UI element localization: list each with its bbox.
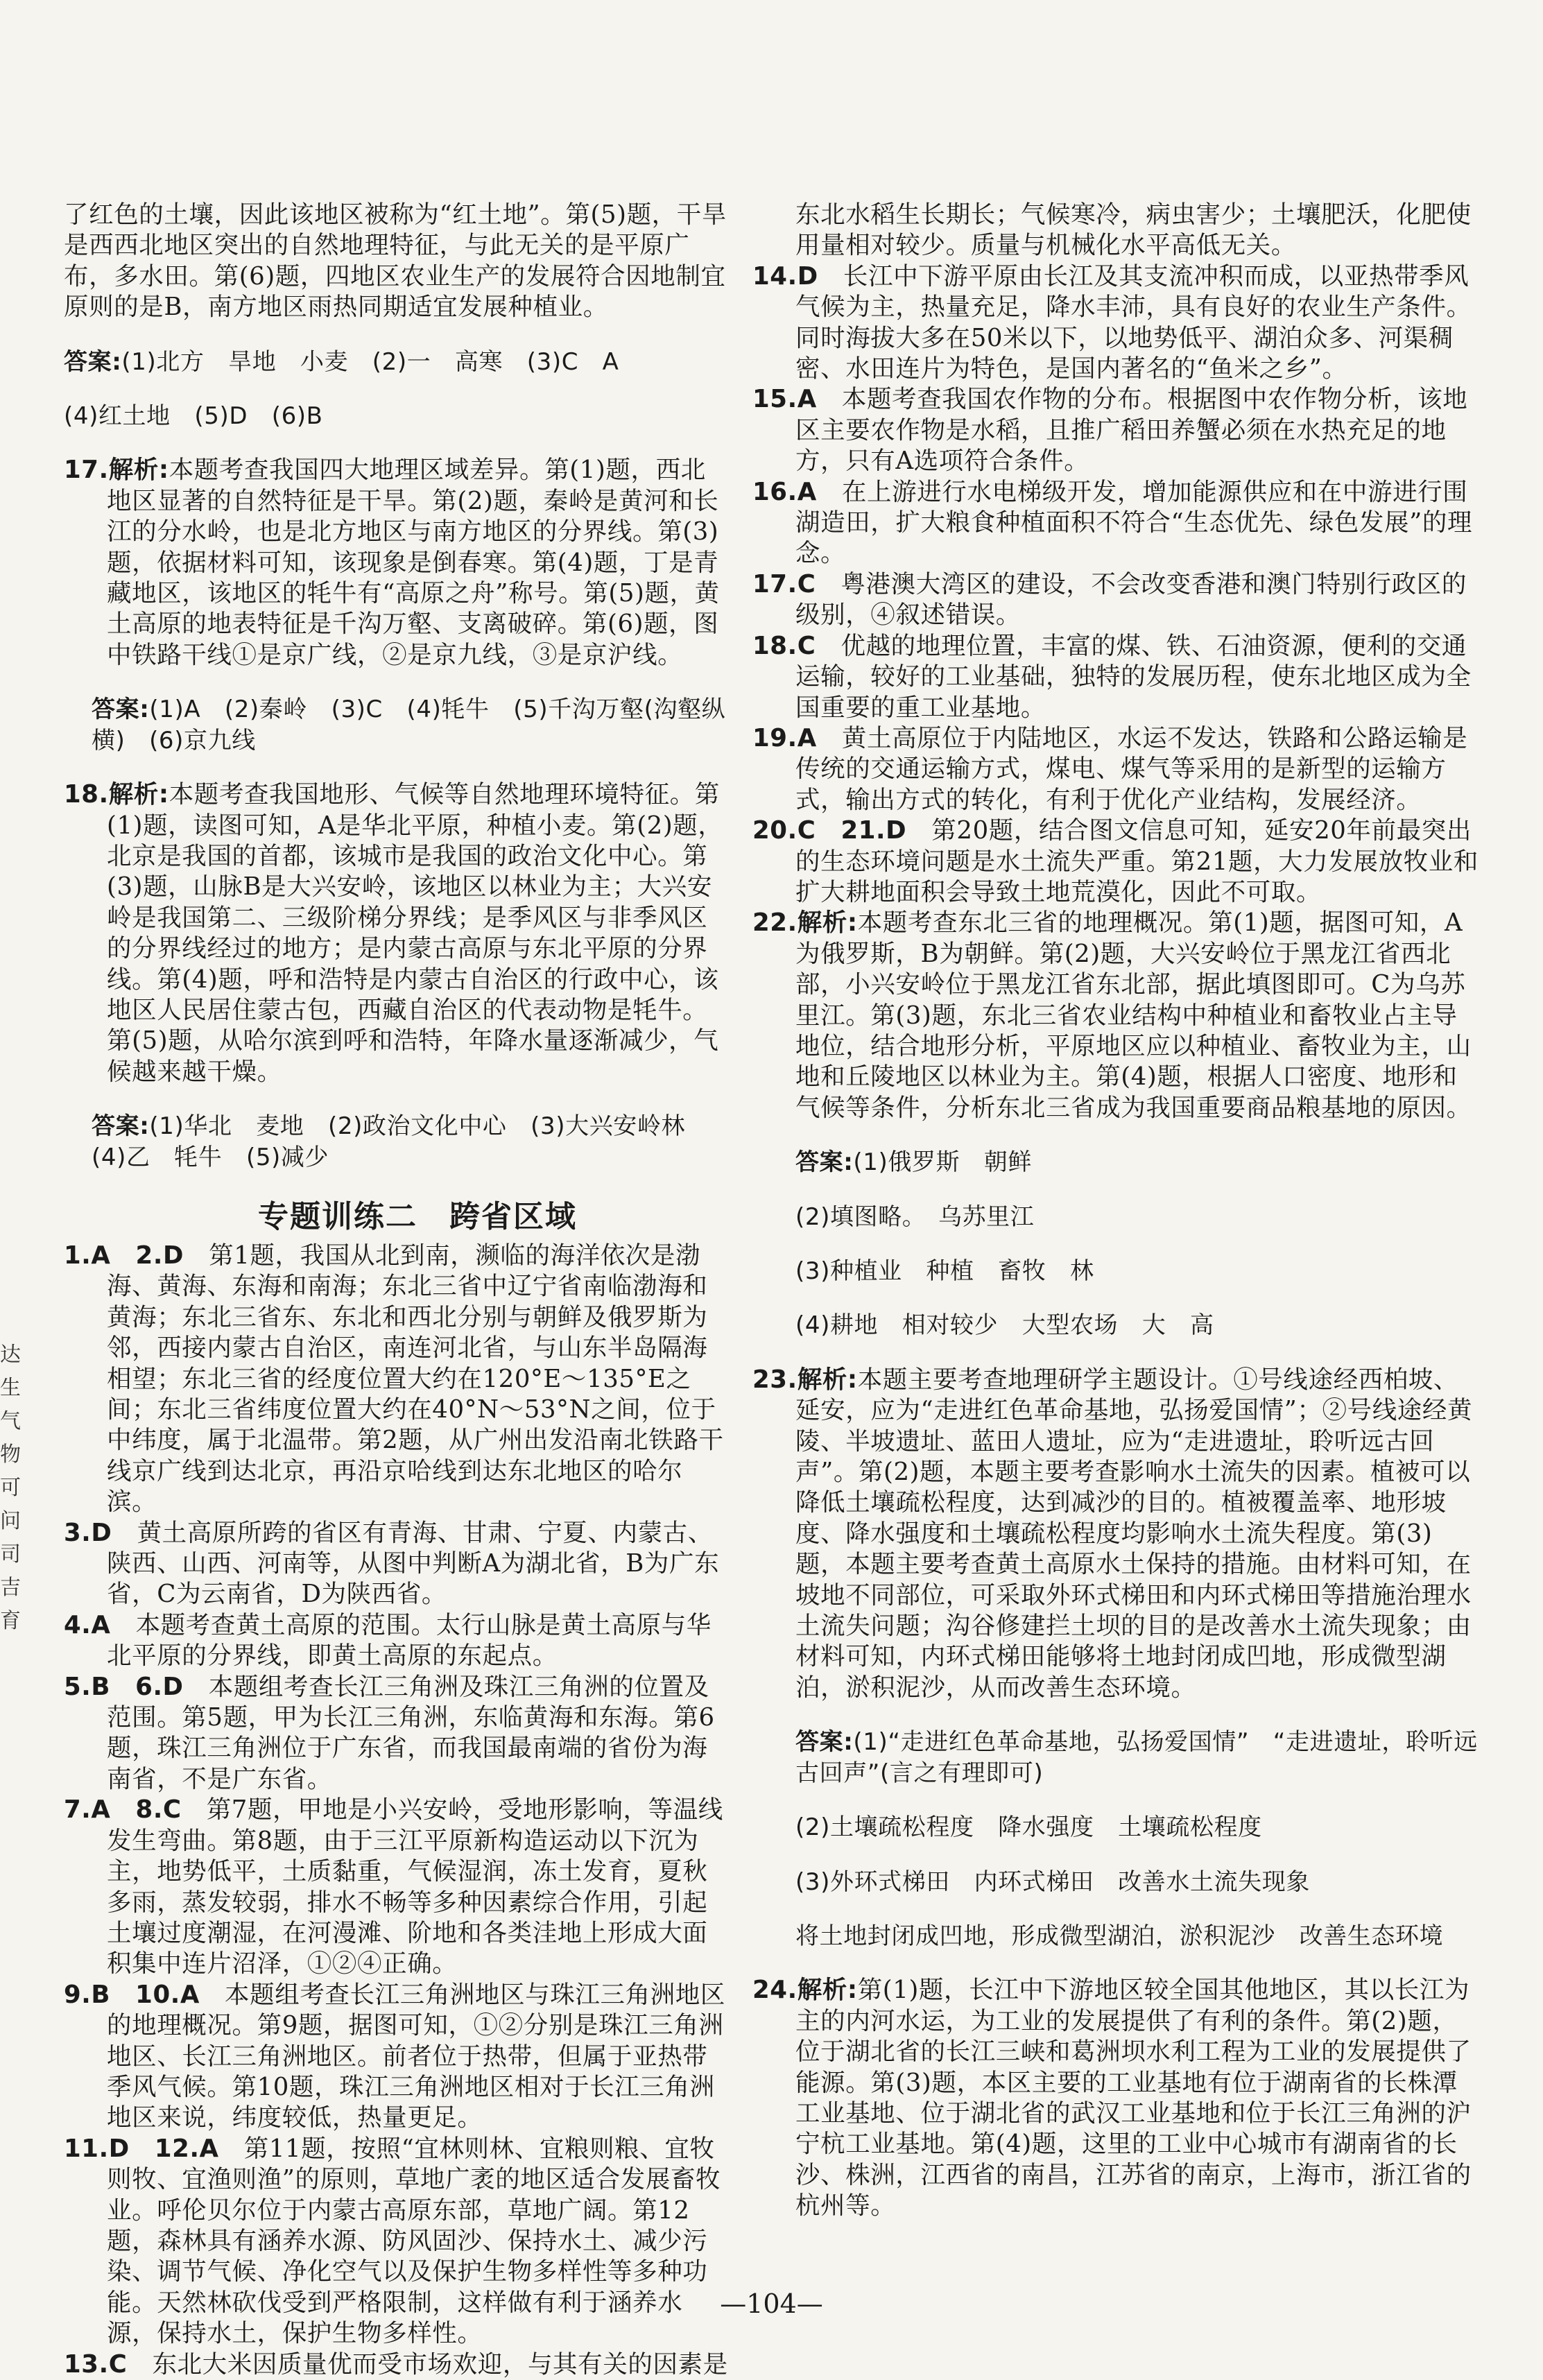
paragraph bbox=[752, 908, 1481, 1123]
paragraph bbox=[64, 1795, 730, 1979]
left-column bbox=[64, 200, 730, 2380]
question-number: 15.A bbox=[752, 385, 817, 414]
answer-line bbox=[752, 1921, 1481, 1951]
question-number: 7.A 8.C bbox=[64, 1795, 182, 1825]
question-number: 24. bbox=[752, 1976, 798, 2005]
analysis-label: 解析: bbox=[797, 1365, 858, 1394]
question-number: 23. bbox=[752, 1365, 798, 1394]
text: 第(1)题，长江中下游地区较全国其他地区，其以长江为主的内河水运，为工业的发展提供了有利的条件。第(2)题，位于湖北省的长江三峡和葛洲坝水利工程为工业的发展提供了能源。第(3)题，本区主要的工业基地有位于湖南省的长株潭工业基地、位于湖北省的武汉工业基地和位于长江三角洲的沪宁杭工业基地。第(4)题，这里的工业中心城市有湖南省的长沙、株洲，江西省的南昌，江苏省的南京，上海市，浙江省的杭州等。 bbox=[795, 1976, 1472, 2221]
paragraph bbox=[64, 1241, 730, 1518]
answer-line bbox=[752, 1202, 1481, 1232]
text: 本题考查东北三省的地理概况。第(1)题，据图可知，A为俄罗斯，B为朝鲜。第(2)题，大兴安岭位于黑龙江省西北部，小兴安岭位于黑龙江省东北部，据此填图即可。C为乌苏里江。第(3)题，东北三省农业结构中种植业和畜牧业占主导地位，结合地形分析，平原地区应以种植业、畜牧业为主，山地和丘陵地区以林业为主。第(4)题，根据人口密度、地形和气候等条件，分析东北三省成为我国重要商品粮基地的原因。 bbox=[795, 908, 1472, 1122]
question-number: 22. bbox=[752, 908, 798, 938]
answer-line bbox=[64, 347, 730, 377]
question-number: 14.D bbox=[752, 261, 818, 291]
text: 将土地封闭成凹地，形成微型湖泊，淤积泥沙 改善生态环境 bbox=[795, 1922, 1444, 1950]
text: 了红色的土壤，因此该地区被称为“红土地”。第(5)题，干旱是西西北地区突出的自然地理特征，与此无关的是平原广布，多水田。第(6)题，四地区农业生产的发展符合因地制宜原则的是B，南方地区雨热同期适宜发展种植业。 bbox=[64, 200, 727, 322]
text: 优越的地理位置，丰富的煤、铁、石油资源，便利的交通运输，较好的工业基础，独特的发展历程，使东北地区成为全国重要的重工业基地。 bbox=[795, 631, 1472, 722]
question-number: 18.C bbox=[752, 631, 816, 660]
answer-line bbox=[64, 694, 730, 756]
text: (2)土壤疏松程度 降水强度 土壤疏松程度 bbox=[795, 1813, 1262, 1842]
text: (4)红土地 (5)D (6)B bbox=[64, 402, 323, 431]
text: (1)俄罗斯 朝鲜 bbox=[853, 1148, 1032, 1177]
paragraph bbox=[752, 261, 1481, 385]
answer-label: 答案: bbox=[64, 347, 122, 376]
paragraph bbox=[752, 1975, 1481, 2221]
text: 第20题，结合图文信息可知，延安20年前最突出的生态环境问题是水土流失严重。第21题，大力发展放牧业和扩大耕地面积会导致土地荒漠化，因此不可取。 bbox=[795, 816, 1479, 906]
text: 本题考查我国农作物的分布。根据图中农作物分析，该地区主要农作物是水稻，且推广稻田养蟹必须在水热充足的地方，只有A选项符合条件。 bbox=[795, 385, 1468, 476]
analysis-label: 解析: bbox=[797, 1976, 858, 2005]
answer-line bbox=[64, 1111, 730, 1173]
paragraph bbox=[64, 1672, 730, 1795]
paragraph bbox=[752, 816, 1481, 908]
paragraph bbox=[752, 1365, 1481, 1703]
text: (1)“走进红色革命基地，弘扬爱国情” “走进遗址，聆听远古回声”(言之有理即可) bbox=[795, 1728, 1478, 1787]
paragraph bbox=[64, 1610, 730, 1672]
text: (1)A (2)秦岭 (3)C (4)牦牛 (5)千沟万壑(沟壑纵横) (6)京九线 bbox=[92, 696, 726, 754]
answer-line bbox=[752, 1812, 1481, 1843]
question-number: 18. bbox=[64, 780, 109, 809]
text: (4)耕地 相对较少 大型农场 大 高 bbox=[795, 1311, 1214, 1340]
answer-line bbox=[752, 1310, 1481, 1340]
paragraph bbox=[64, 200, 730, 323]
text: 第11题，按照“宜林则林、宜粮则粮、宜牧则牧、宜渔则渔”的原则，草地广袤的地区适合发展畜牧业。呼伦贝尔位于内蒙古高原东部，草地广阔。第12题，森林具有涵养水源、防风固沙、保持水土、减少污染、调节气候、净化空气以及保护生物多样性等多种功能。天然林砍伐受到严格限制，这样做有利于涵养水源，保持水土，保护生物多样性。 bbox=[107, 2134, 721, 2348]
text: 专题训练二 跨省区域 bbox=[258, 1198, 577, 1234]
text: 黄土高原所跨的省区有青海、甘肃、宁夏、内蒙古、陕西、山西、河南等，从图中判断A为湖北省，B为广东省，C为云南省，D为陕西省。 bbox=[107, 1518, 720, 1609]
text: 本题考查黄土高原的范围。太行山脉是黄土高原与华北平原的分界线，即黄土高原的东起点。 bbox=[107, 1610, 712, 1671]
paragraph bbox=[752, 569, 1481, 631]
paragraph bbox=[64, 455, 730, 671]
text: 东北大米因质量优而受市场欢迎，与其有关的因素是 bbox=[127, 2349, 728, 2379]
text: 长江中下游平原由长江及其支流冲积而成，以亚热带季风气候为主，热量充足，降水丰沛，具有良好的农业生产条件。同时海拔大多在50米以下，以地势低平、湖泊众多、河渠稠密、水田连片为特色，是国内著名的“鱼米之乡”。 bbox=[795, 261, 1472, 383]
question-number: 11.D 12.A bbox=[64, 2134, 219, 2163]
question-number: 19.A bbox=[752, 723, 817, 752]
paragraph bbox=[752, 631, 1481, 723]
answer-line bbox=[64, 401, 730, 431]
page-number: —104— bbox=[720, 2288, 823, 2319]
text: 第1题，我国从北到南，濒临的海洋依次是渤海、黄海、东海和南海；东北三省中辽宁省南临渤海和黄海；东北三省东、东北和西北分别与朝鲜及俄罗斯为邻，西接内蒙古自治区，南连河北省，与山东半岛隔海相望；东北三省的经度位置大约在120°E～135°E之间；东北三省纬度位置大约在40°N～53°N之间，位于中纬度，属于北温带。第2题，从广州出发沿南北铁路干线京广线到达北京，再沿京哈线到达东北地区的哈尔滨。 bbox=[107, 1241, 724, 1517]
text: 黄土高原位于内陆地区，水运不发达，铁路和公路运输是传统的交通运输方式，煤电、煤气等采用的是新型的运输方式，输出方式的转化，有利于优化产业结构，发展经济。 bbox=[795, 723, 1468, 814]
text: 在上游进行水电梯级开发，增加能源供应和在中游进行围湖造田，扩大粮食种植面积不符合“生态优先、绿色发展”的理念。 bbox=[795, 477, 1473, 568]
text: (3)外环式梯田 内环式梯田 改善水土流失现象 bbox=[795, 1868, 1310, 1896]
analysis-label: 解析: bbox=[108, 456, 169, 485]
question-number: 17.C bbox=[752, 569, 816, 598]
question-number: 13.C bbox=[64, 2349, 128, 2379]
question-number: 17. bbox=[64, 456, 109, 485]
answer-label: 答案: bbox=[92, 696, 150, 724]
question-number: 3.D bbox=[64, 1518, 112, 1547]
answer-line bbox=[752, 1256, 1481, 1286]
right-column bbox=[752, 200, 1481, 2222]
analysis-label: 解析: bbox=[108, 780, 169, 809]
answer-line bbox=[752, 1147, 1481, 1178]
text: 本题主要考查地理研学主题设计。①号线途经西柏坡、延安，应为“走进红色革命基地，弘扬爱国情”；②号线途经黄陵、半坡遗址、蓝田人遗址，应为“走进遗址，聆听远古回声”。第(2)题，本题主要考查影响水土流失的因素。植被可以降低土壤疏松程度，达到减沙的目的。植被覆盖率、地形坡度、降水强度和土壤疏松程度均影响水土流失程度。第(3)题，本题主要考查黄土高原水土保持的措施。由材料可知，在坡地不同部位，可采取外环式梯田和内环式梯田等措施治理水土流失问题；沟谷修建拦土坝的目的是改善水土流失现象；由材料可知，内环式梯田能够将土地封闭成凹地，形成微型湖泊，淤积泥沙，从而改善生态环境。 bbox=[795, 1365, 1473, 1702]
answer-label: 答案: bbox=[795, 1728, 854, 1757]
text: (1)北方 旱地 小麦 (2)一 高寒 (3)C A bbox=[121, 347, 619, 376]
analysis-label: 解析: bbox=[797, 908, 858, 938]
text: (2)填图略。 乌苏里江 bbox=[795, 1202, 1035, 1231]
question-number: 20.C 21.D bbox=[752, 816, 907, 845]
answer-label: 答案: bbox=[795, 1148, 854, 1177]
question-number: 9.B 10.A bbox=[64, 1980, 200, 2009]
question-number: 1.A 2.D bbox=[64, 1241, 184, 1270]
text: (3)种植业 种植 畜牧 林 bbox=[795, 1257, 1094, 1285]
text: (1)华北 麦地 (2)政治文化中心 (3)大兴安岭林 (4)乙 牦牛 (5)减少 bbox=[92, 1112, 709, 1171]
text: 粤港澳大湾区的建设，不会改变香港和澳门特别行政区的级别，④叙述错误。 bbox=[795, 569, 1467, 630]
text: 本题组考查长江三角洲地区与珠江三角洲地区的地理概况。第9题，据图可知，①②分别是珠江三角洲地区、长江三角洲地区。前者位于热带，但属于亚热带季风气候。第10题，珠江三角洲地区相对于长江三角洲地区来说，纬度较低，热量更足。 bbox=[107, 1980, 726, 2132]
paragraph bbox=[64, 1980, 730, 2134]
text: 东北水稻生长期长；气候寒冷，病虫害少；土壤肥沃，化肥使用量相对较少。质量与机械化水平高低无关。 bbox=[795, 200, 1472, 260]
paragraph bbox=[752, 384, 1481, 476]
paragraph bbox=[752, 200, 1481, 261]
question-number: 5.B 6.D bbox=[64, 1672, 184, 1701]
answer-line bbox=[752, 1867, 1481, 1897]
text: 本题组考查长江三角洲及珠江三角洲的位置及范围。第5题，甲为长江三角洲，东临黄海和东海。第6题，珠江三角洲位于广东省，而我国最南端的省份为海南省，不是广东省。 bbox=[107, 1672, 715, 1793]
section-heading bbox=[64, 1196, 730, 1238]
question-number: 16.A bbox=[752, 477, 817, 506]
paragraph bbox=[64, 1518, 730, 1610]
question-number: 4.A bbox=[64, 1610, 111, 1639]
text: 第7题，甲地是小兴安岭，受地形影响，等温线发生弯曲。第8题，由于三江平原新构造运动以下沉为主，地势低平，土质黏重，气候湿润，冻土发育，夏秋多雨，蒸发较弱，排水不畅等多种因素综合作用，引起土壤过度潮湿，在河漫滩、阶地和各类洼地上形成大面积集中连片沼泽，①②④正确。 bbox=[107, 1795, 723, 1978]
paragraph bbox=[752, 477, 1481, 569]
text: 本题考查我国地形、气候等自然地理环境特征。第(1)题，读图可知，A是华北平原，种植小麦。第(2)题，北京是我国的首都，该城市是我国的政治文化中心。第(3)题，山脉B是大兴安岭，该地区以林业为主；大兴安岭是我国第二、三级阶梯分界线；是季风区与非季风区的分界线经过的地方；是内蒙古高原与东北平原的分界线。第(4)题，呼和浩特是内蒙古自治区的行政中心，该地区人民居住蒙古包，西藏自治区的代表动物是牦牛。第(5)题，从哈尔滨到呼和浩特，年降水量逐渐减少，气候越来越干燥。 bbox=[107, 780, 723, 1086]
margin-fragments: 达生气物可问司吉育 bbox=[0, 1343, 21, 1633]
answer-label: 答案: bbox=[92, 1112, 150, 1141]
text: 本题考查我国四大地理区域差异。第(1)题，西北地区显著的自然特征是干旱。第(2)题，秦岭是黄河和长江的分水岭，也是北方地区与南方地区的分界线。第(3)题，依据材料可知，该现象是倒春寒。第(4)题，丁是青藏地区，该地区的牦牛有“高原之舟”称号。第(5)题，黄土高原的地表特征是千沟万壑、支离破碎。第(6)题，图中铁路干线①是京广线，②是京九线，③是京沪线。 bbox=[107, 456, 720, 669]
paragraph bbox=[64, 779, 730, 1087]
answer-line bbox=[752, 1727, 1481, 1788]
paragraph bbox=[64, 2349, 730, 2380]
paragraph bbox=[752, 723, 1481, 816]
